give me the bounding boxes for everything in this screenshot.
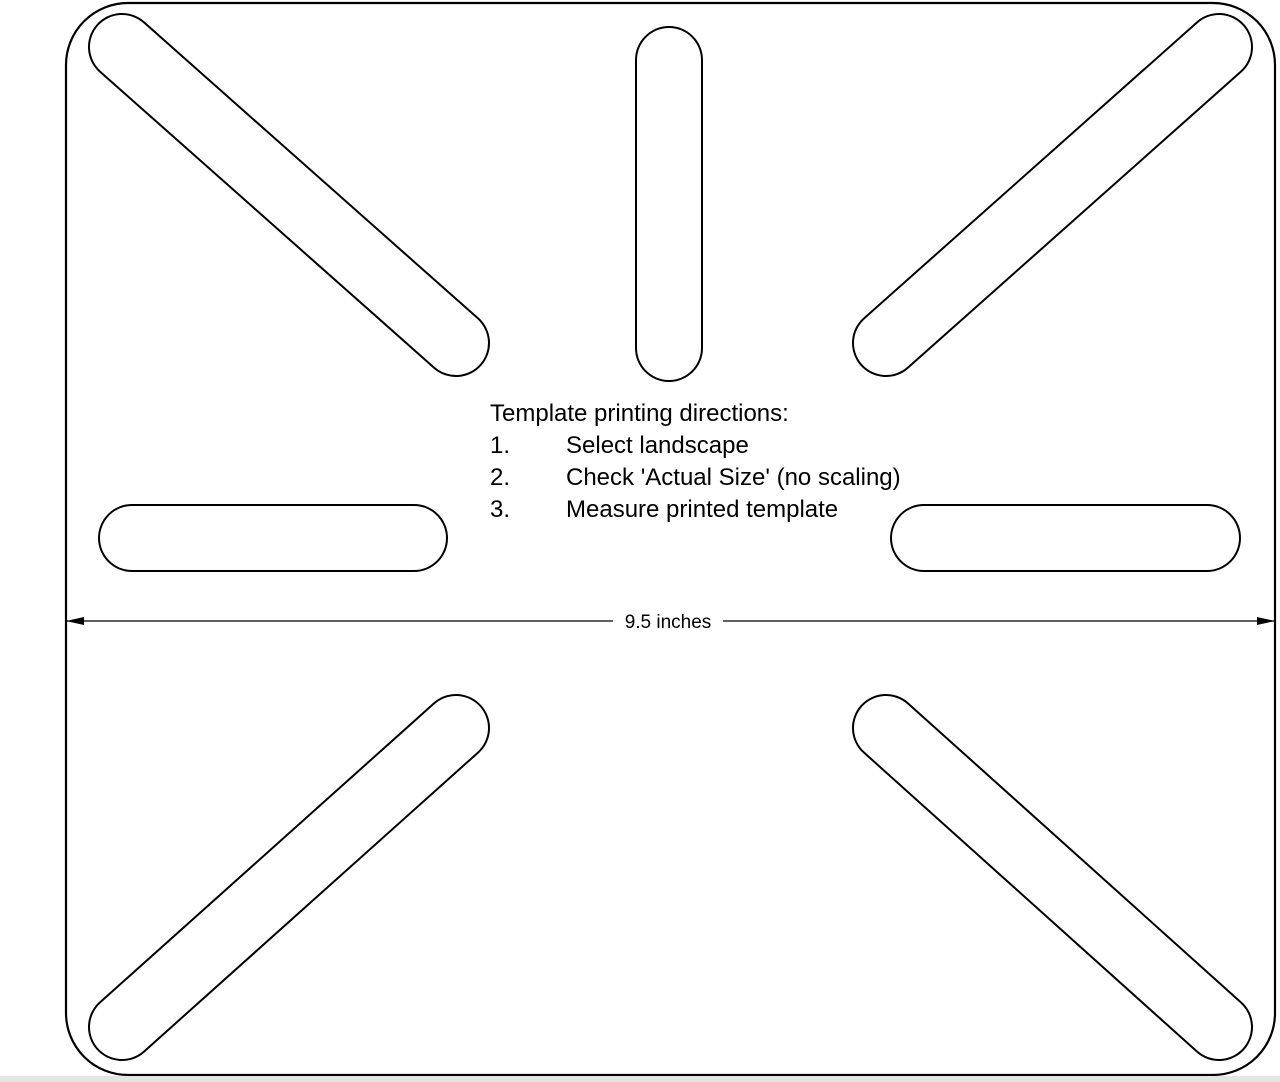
direction-step — [490, 430, 901, 462]
step-number: 3. — [490, 496, 511, 523]
directions-title: Template printing directions: — [490, 400, 789, 427]
direction-step — [490, 462, 901, 494]
dimension-arrow-left-icon — [66, 617, 84, 625]
printing-directions — [490, 398, 901, 526]
slot-bottom-left-diagonal-group — [122, 728, 456, 1027]
step-text: Select landscape — [566, 432, 749, 459]
slot-top-left-diagonal-inner — [122, 47, 456, 343]
dimension-label: 9.5 inches — [624, 612, 712, 633]
bottom-edge-band — [0, 1076, 1280, 1082]
step-number: 1. — [490, 432, 511, 459]
slot-top-right-diagonal-group — [886, 47, 1219, 343]
width-dimension — [66, 612, 1275, 633]
step-number: 2. — [490, 464, 511, 491]
dimension-arrow-right-icon — [1257, 617, 1275, 625]
direction-step — [490, 494, 901, 526]
step-text: Check 'Actual Size' (no scaling) — [566, 464, 901, 491]
slot-bottom-right-diagonal-inner — [886, 728, 1219, 1027]
slot-bottom-right-diagonal-group — [886, 728, 1219, 1027]
slot-bottom-left-diagonal-inner — [122, 728, 456, 1027]
slot-top-right-diagonal-inner — [886, 47, 1219, 343]
slot-top-left-diagonal-group — [122, 47, 456, 343]
step-text: Measure printed template — [566, 496, 839, 523]
